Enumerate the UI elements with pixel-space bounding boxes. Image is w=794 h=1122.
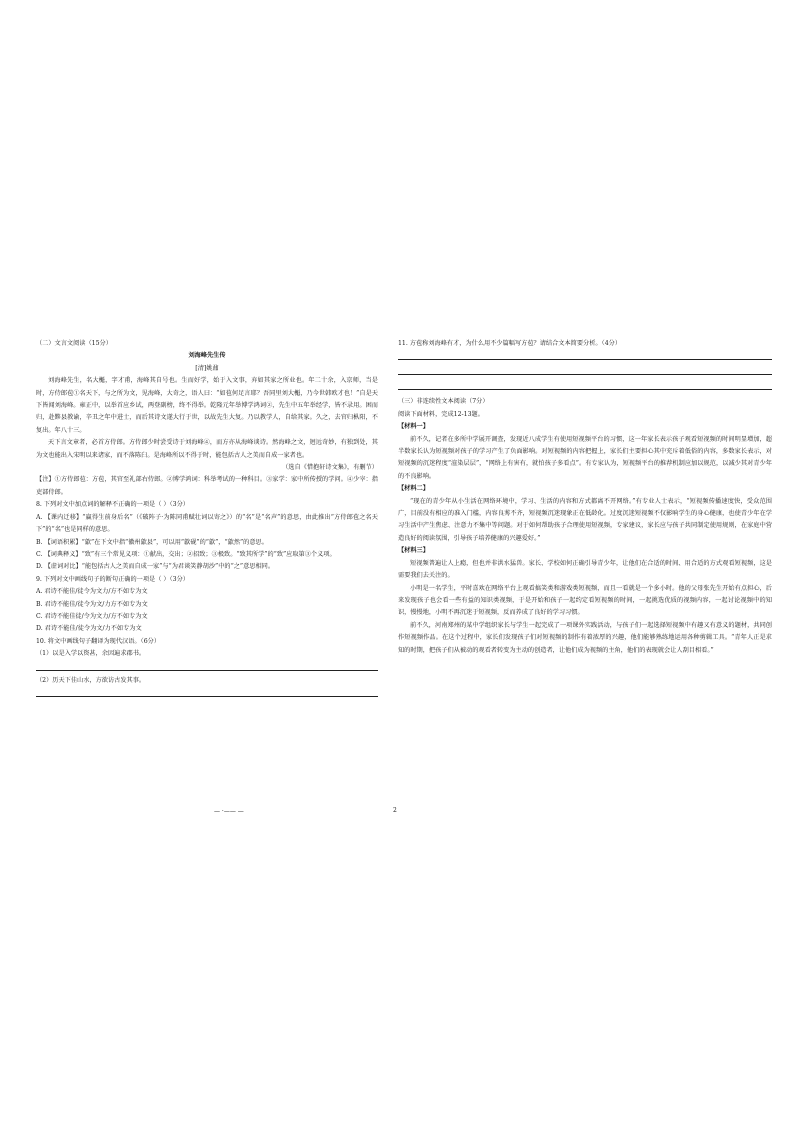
material-3-case-2: 前不久，河南郑州的某中学组织家长与学生一起完成了一项课外实践活动，与孩子们一起选择短视频中有趣又有意义的题材，共同创作短视频作品。在这个过程中，家长们发现孩子们对短视频的制作有着浓厚的兴趣，他们能够熟练地运用各种剪辑工具。“青年人正是求知的时期，把孩子们从被动的观看者转变为主动的创造者，让他们成为视频的主角，他们的表现就会让人刮目相看。” [398,621,772,654]
material-1-label: 【材料一】 [398,423,429,431]
article-title: 刘海峰先生传 [188,352,226,360]
section-title-nonlinear: （三）非连续性文本阅读（7分） [398,398,489,406]
material-3-case-1: 小明是一名学生，平时喜欢在网络平台上观看搞笑类和游戏类短视频，而且一看就是一个多小时。他的父母张先生开始有点担心，后来发现孩子也会看一些有益的知识类视频，于是开始和孩子一起约定看短视频的时间，一起挑选优质的视频内容，一起讨论视频中的知识，慢慢地，小明不再沉迷于短视频，反而养成了良好的学习习惯。 [398,584,772,617]
material-3-label: 【材料三】 [398,547,429,555]
section-title-classical: （二）文言文阅读（15分） [36,340,112,347]
answer-line [398,374,772,375]
article-note: 【注】①方侍郎苞：方苞，其官至礼部右侍郎。②博学鸿词：科举考试的一种科目。③家学：家中所传授的学问。④少宰：指吏部侍郎。 [36,476,378,496]
right-column [398,338,772,657]
q8-option-b: B. 【词语积累】“歙”在下文中指“徽州歙县”，可以用“歙砚”的“歙”，“歙然”的意思。 [36,538,268,546]
q8-option-d: D. 【虚词对比】“能包括古人之美而自成一家”与“为君谈笑静胡沙”中的“之”意思相同。 [36,563,275,571]
article-author: [清]姚鼐 [195,364,219,372]
bottom-mark: — ·—— — [214,808,244,815]
q10-item-1: （1）以是入学以资甚，余因遍求郡书。 [36,650,146,658]
material-2-text: “现在的青少年从小生活在网络环境中，学习、生活的内容和方式都离不开网络。”有专业人士表示，“短视频传播速度快，受众范围广，目前没有相应的准入门槛，内容良莠不齐，短视频沉迷现象正在低龄化。过度沉迷短视频不仅影响学生的身心健康，也使青少年在学习生活中产生焦虑、注意力不集中等问题。对于如何帮助孩子合理使用短视频，专家建议，家长应与孩子共同制定使用规则，在家庭中营造良好的阅读氛围，引导孩子培养健康的兴趣爱好。” [398,497,772,542]
question-9: 9. 下列对文中画线句子的断句正确的一项是（ ）（3分） [36,575,189,583]
material-1-text: 前不久，记者在多所中学展开调查，发现近八成学生有使用短视频平台的习惯，这一年家长表示孩子观看短视频的时间明显增加，超半数家长认为短视频对孩子的学习产生了负面影响。对短视频的内容把握上，家长们主要担心其中充斥着低俗的内容，多数家长表示，对短视频的沉迷程度“渲染层层”，“网络上有害有，就怕孩子多看点”。有专家认为，短视频平台的推荐机制应加以规范，以减少其对青少年的不良影响。 [398,435,772,480]
q10-item-2: （2）历天下佳山水，方欲访古发其事。 [36,676,146,684]
q8-option-a: A. 【课内迁移】“赢得生前身后名”（《破阵子·为陈同甫赋壮词以寄之》）的“名”是“名声”的意思，由此推出“方侍郎苞之名天下”的“名”也是同样的意思。 [36,513,378,534]
material-2-label: 【材料二】 [398,485,429,493]
answer-line [36,696,378,697]
q9-option-a: A. 君诗不能佳/徒令为文力/方不如专为文 [36,588,148,596]
reading-instruction: 阅读下面材料，完成12-13题。 [398,410,484,418]
q9-option-d: D. 君诗不能佳/徒令为文/力不如专为文 [36,625,142,633]
question-11: 11. 方苞称刘海峰有才，为什么用不少篇幅写方苞？请结合文本简要分析。（4分） [398,340,622,347]
q9-option-c: C. 君诗不能佳徒/令为文力/方不如专为文 [36,612,148,620]
article-paragraph-2: 天下言文章者，必首方侍郎。方侍郎少时尝受诗于刘海峰④，而方亦从海峰谈诗。然海峰之文，迥远奇妙，有独到处，其为文也能出入宋明以来诸家，而不落陈臼。是海峰所以不得于时，能包括古人之美而自成一家者也。 [36,439,378,459]
article-paragraph-1: 刘海峰先生，名大櫆，字才甫，海峰其自号也。生而好学，始于入文事，弃如其家之所业也。年二十余，入京师，当是时，方侍郎苞①名天下，与之所为文，见海峰，大奇之，语人曰：“如苞何足言耶？吾同里刘大櫆，乃今世韩欧才也！”自是天下皆闻刘海峰。雍正中，以举首应乡试，两登副榜，终不得举。乾隆元年举博学鸿词②，先生中五年举经学，皆不录用。困而归，赴黟县教谕，辛丑之年中进士，而后其诗文遂大行于世，以故先生大复。乃以教学人，自给其家。久之，去官归枞阳，不复出。年八十三。 [36,377,378,434]
article-source: （选自《惜抱轩诗文集》，有删节） [282,464,378,472]
question-8: 8. 下列对文中加点词的解释不正确的一项是（ ）（3分） [36,501,189,509]
question-10: 10. 将文中画线句子翻译为现代汉语。（6分） [36,637,161,645]
q8-option-c: C. 【词典释义】“致”有三个常见义项：①献出，交出；②招致；③极致。“致其所学”的“致”应取第③个义项。 [36,550,336,558]
page-number: 2 [393,807,397,814]
left-column [36,338,378,697]
material-3-text: 短视频普遍让人上瘾，但也并非洪水猛兽。家长、学校如何正确引导青少年，让他们在合适的时间、用合适的方式观看短视频，这是需要我们去关注的。 [398,559,772,580]
answer-line [36,670,378,671]
q9-option-b: B. 君诗不能佳/徒令为文/力方不如专为文 [36,600,148,608]
answer-line [398,359,772,360]
